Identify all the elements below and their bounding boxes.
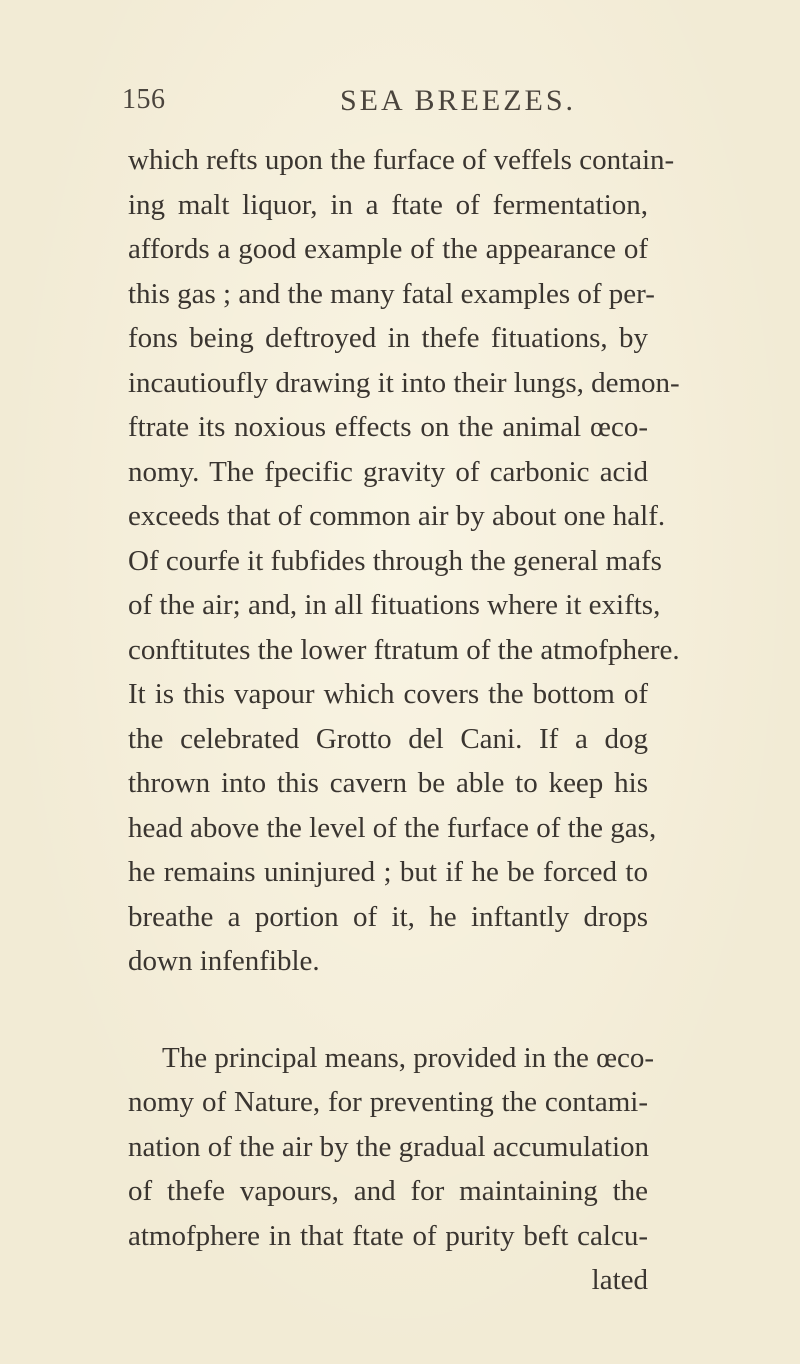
text-line: which refts upon the furface of veffels contain- — [128, 144, 675, 176]
text-line: of the air; and, in all fituations where it exifts, — [128, 589, 661, 621]
text-line: Of courfe it fubfides through the general mafs — [128, 544, 662, 577]
catchword: lated — [591, 1264, 648, 1296]
text-line: the celebrated Grotto del Cani. If a dog — [128, 722, 648, 755]
text-line: ing malt liquor, in a ftate of fermentation, — [128, 188, 648, 221]
body-text — [128, 138, 680, 1303]
text-line: nation of the air by the gradual accumulation — [128, 1130, 650, 1163]
text-line: incautioufly drawing it into their lungs, demon- — [128, 366, 680, 399]
paragraph-2 — [128, 1036, 655, 1303]
text-line: fons being deftroyed in thefe fituations, by — [128, 322, 648, 354]
page-number: 156 — [122, 84, 166, 115]
text-line: nomy. The fpecific gravity of carbonic acid — [128, 455, 648, 488]
text-line: ftrate its noxious effects on the animal œco- — [128, 411, 648, 443]
paragraph-break — [128, 984, 648, 1036]
running-head — [122, 84, 662, 124]
text-line: It is this vapour which covers the bottom of — [128, 678, 648, 710]
text-line: down infenfible. — [128, 945, 320, 977]
text-line: head above the level of the furface of the gas, — [128, 811, 657, 844]
text-line: this gas ; and the many fatal examples of per- — [128, 277, 655, 310]
text-line: of thefe vapours, and for maintaining the — [128, 1175, 648, 1207]
text-line: exceeds that of common air by about one half. — [128, 500, 666, 532]
text-line: breathe a portion of it, he inftantly drops — [128, 900, 648, 933]
running-title: SEA BREEZES. — [340, 84, 577, 117]
text-line: thrown into this cavern be able to keep his — [128, 767, 648, 799]
paragraph-1 — [128, 138, 680, 984]
text-line: nomy of Nature, for preventing the contami- — [128, 1086, 648, 1118]
text-line: affords a good example of the appearance of — [128, 233, 648, 265]
text-line: The principal means, provided in the œco- — [162, 1041, 655, 1074]
text-line: conftitutes the lower ftratum of the atmofphere. — [128, 633, 680, 666]
text-line: he remains uninjured ; but if he be forced to — [128, 856, 648, 888]
text-line: atmofphere in that ftate of purity beft calcu- — [128, 1219, 648, 1252]
